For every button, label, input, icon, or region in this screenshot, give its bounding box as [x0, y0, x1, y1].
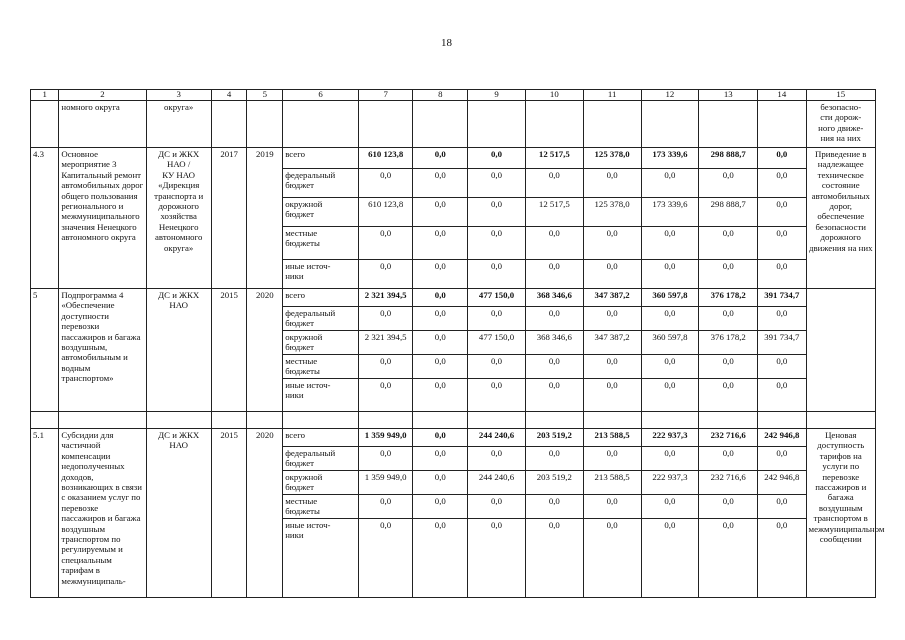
- amount-cell: 0,0: [525, 227, 583, 260]
- cont-empty: [468, 101, 526, 148]
- spacer-cell: [211, 412, 247, 429]
- amount-cell: 0,0: [468, 355, 526, 379]
- amount-cell: 0,0: [525, 260, 583, 289]
- funding-source: федеральный бюджет: [283, 447, 359, 471]
- amount-cell: 0,0: [413, 429, 468, 447]
- amount-cell: 0,0: [413, 331, 468, 355]
- end-year: 2019: [247, 148, 283, 289]
- funding-source: иные источ- ники: [283, 260, 359, 289]
- spacer-cell: [583, 412, 641, 429]
- amount-cell: 391 734,7: [758, 331, 806, 355]
- amount-cell: 0,0: [413, 198, 468, 227]
- spacer-cell: [758, 412, 806, 429]
- amount-cell: 0,0: [525, 379, 583, 412]
- amount-cell: 0,0: [358, 379, 413, 412]
- amount-cell: 0,0: [413, 169, 468, 198]
- amount-cell: 0,0: [413, 289, 468, 307]
- amount-cell: 0,0: [525, 169, 583, 198]
- amount-cell: 2 321 394,5: [358, 331, 413, 355]
- amount-cell: 0,0: [468, 447, 526, 471]
- amount-cell: 0,0: [468, 148, 526, 169]
- funding-source: федеральный бюджет: [283, 169, 359, 198]
- column-number-8: 8: [413, 90, 468, 101]
- amount-cell: 0,0: [758, 169, 806, 198]
- cont-empty: [758, 101, 806, 148]
- funding-source: всего: [283, 429, 359, 447]
- item-name: Основное мероприятие 3 Капитальный ремонт автомобильных дорог общего пользования регионального и межмуниципального значения Ненецкого автономного округа: [59, 148, 146, 289]
- spacer-cell: [358, 412, 413, 429]
- responsible-executor: ДС и ЖКХ НАО: [146, 429, 211, 598]
- cont-empty: [583, 101, 641, 148]
- column-number-5: 5: [247, 90, 283, 101]
- amount-cell: 244 240,6: [468, 429, 526, 447]
- amount-cell: 203 519,2: [525, 471, 583, 495]
- amount-cell: 0,0: [468, 495, 526, 519]
- amount-cell: 0,0: [699, 495, 758, 519]
- amount-cell: 376 178,2: [699, 331, 758, 355]
- amount-cell: 360 597,8: [641, 289, 699, 307]
- column-number-9: 9: [468, 90, 526, 101]
- amount-cell: 0,0: [358, 519, 413, 598]
- spacer-cell: [59, 412, 146, 429]
- cont-resp: округа»: [146, 101, 211, 148]
- amount-cell: 0,0: [413, 355, 468, 379]
- start-year: 2017: [211, 148, 247, 289]
- cont-empty: [211, 101, 247, 148]
- amount-cell: 0,0: [758, 355, 806, 379]
- funding-source: окружной бюджет: [283, 198, 359, 227]
- amount-cell: 0,0: [758, 379, 806, 412]
- amount-cell: 0,0: [413, 379, 468, 412]
- amount-cell: 0,0: [699, 260, 758, 289]
- column-number-7: 7: [358, 90, 413, 101]
- cont-empty: [358, 101, 413, 148]
- page-number: 18: [441, 37, 452, 49]
- amount-cell: 0,0: [468, 198, 526, 227]
- item-name: Субсидии для частичной компенсации недополученных доходов, возникающих в связи с оказанием услуг по перевозке пассажиров и багажа воздушным транспортом по регулируемым и специальным тарифам в межмуниципаль-: [59, 429, 146, 598]
- amount-cell: 0,0: [358, 307, 413, 331]
- cont-empty: [699, 101, 758, 148]
- continuation-row: [31, 101, 876, 148]
- budget-row: [31, 429, 876, 447]
- amount-cell: 0,0: [758, 495, 806, 519]
- header-row: [31, 90, 876, 101]
- amount-cell: 0,0: [583, 169, 641, 198]
- amount-cell: 0,0: [358, 495, 413, 519]
- spacer-cell: [413, 412, 468, 429]
- amount-cell: 610 123,8: [358, 198, 413, 227]
- amount-cell: 0,0: [413, 227, 468, 260]
- column-number-2: 2: [59, 90, 146, 101]
- budget-row: [31, 148, 876, 169]
- amount-cell: 0,0: [699, 355, 758, 379]
- amount-cell: 232 716,6: [699, 471, 758, 495]
- amount-cell: 0,0: [699, 169, 758, 198]
- column-number-15: 15: [806, 90, 876, 101]
- funding-source: всего: [283, 289, 359, 307]
- amount-cell: 0,0: [699, 379, 758, 412]
- amount-cell: 0,0: [583, 379, 641, 412]
- column-number-11: 11: [583, 90, 641, 101]
- amount-cell: 0,0: [758, 227, 806, 260]
- amount-cell: 477 150,0: [468, 331, 526, 355]
- amount-cell: 0,0: [699, 227, 758, 260]
- column-number-14: 14: [758, 90, 806, 101]
- expected-result: [806, 289, 876, 412]
- amount-cell: 242 946,8: [758, 429, 806, 447]
- amount-cell: 0,0: [525, 495, 583, 519]
- cont-empty: [413, 101, 468, 148]
- amount-cell: 244 240,6: [468, 471, 526, 495]
- amount-cell: 360 597,8: [641, 331, 699, 355]
- amount-cell: 0,0: [641, 447, 699, 471]
- amount-cell: 0,0: [583, 355, 641, 379]
- amount-cell: 0,0: [358, 227, 413, 260]
- funding-source: местные бюджеты: [283, 355, 359, 379]
- funding-source: всего: [283, 148, 359, 169]
- amount-cell: 0,0: [525, 307, 583, 331]
- column-number-10: 10: [525, 90, 583, 101]
- amount-cell: 0,0: [525, 447, 583, 471]
- item-number: 4.3: [31, 148, 59, 289]
- amount-cell: 0,0: [468, 379, 526, 412]
- column-number-13: 13: [699, 90, 758, 101]
- spacer-cell: [283, 412, 359, 429]
- amount-cell: 0,0: [699, 519, 758, 598]
- amount-cell: 203 519,2: [525, 429, 583, 447]
- amount-cell: 1 359 949,0: [358, 429, 413, 447]
- amount-cell: 0,0: [413, 307, 468, 331]
- cont-name: номного округа: [59, 101, 146, 148]
- funding-source: окружной бюджет: [283, 471, 359, 495]
- spacer-cell: [699, 412, 758, 429]
- amount-cell: 213 588,5: [583, 471, 641, 495]
- funding-source: иные источ- ники: [283, 519, 359, 598]
- amount-cell: 12 517,5: [525, 148, 583, 169]
- amount-cell: 0,0: [641, 260, 699, 289]
- item-number: 5.1: [31, 429, 59, 598]
- cont-empty: [525, 101, 583, 148]
- amount-cell: 298 888,7: [699, 148, 758, 169]
- end-year: 2020: [247, 429, 283, 598]
- amount-cell: 0,0: [758, 447, 806, 471]
- amount-cell: 0,0: [413, 260, 468, 289]
- amount-cell: 0,0: [358, 355, 413, 379]
- spacer-cell: [146, 412, 211, 429]
- column-number-12: 12: [641, 90, 699, 101]
- responsible-executor: ДС и ЖКХ НАО: [146, 289, 211, 412]
- amount-cell: 0,0: [641, 169, 699, 198]
- amount-cell: 368 346,6: [525, 331, 583, 355]
- spacer-cell: [806, 412, 876, 429]
- funding-source: местные бюджеты: [283, 227, 359, 260]
- amount-cell: 0,0: [413, 471, 468, 495]
- responsible-executor: ДС и ЖКХ НАО / КУ НАО «Дирекция транспорта и дорожного хозяйства Ненецкого автономного округа»: [146, 148, 211, 289]
- amount-cell: 0,0: [468, 260, 526, 289]
- amount-cell: 298 888,7: [699, 198, 758, 227]
- spacer-cell: [525, 412, 583, 429]
- amount-cell: 0,0: [468, 169, 526, 198]
- amount-cell: 173 339,6: [641, 198, 699, 227]
- amount-cell: 0,0: [758, 260, 806, 289]
- amount-cell: 0,0: [758, 307, 806, 331]
- amount-cell: 0,0: [583, 495, 641, 519]
- cont-empty: [641, 101, 699, 148]
- spacer-cell: [468, 412, 526, 429]
- amount-cell: 0,0: [641, 307, 699, 331]
- cont-result: безопасно- сти дорож- ного движе- ния на них: [806, 101, 876, 148]
- amount-cell: 0,0: [583, 519, 641, 598]
- spacer-cell: [641, 412, 699, 429]
- amount-cell: 0,0: [358, 169, 413, 198]
- amount-cell: 0,0: [583, 260, 641, 289]
- amount-cell: 0,0: [468, 227, 526, 260]
- column-number-3: 3: [146, 90, 211, 101]
- amount-cell: 477 150,0: [468, 289, 526, 307]
- funding-source: окружной бюджет: [283, 331, 359, 355]
- amount-cell: 12 517,5: [525, 198, 583, 227]
- amount-cell: 0,0: [525, 355, 583, 379]
- amount-cell: 0,0: [358, 260, 413, 289]
- spacer-cell: [247, 412, 283, 429]
- amount-cell: 2 321 394,5: [358, 289, 413, 307]
- amount-cell: 125 378,0: [583, 198, 641, 227]
- amount-cell: 0,0: [413, 148, 468, 169]
- amount-cell: 173 339,6: [641, 148, 699, 169]
- funding-source: местные бюджеты: [283, 495, 359, 519]
- amount-cell: 222 937,3: [641, 429, 699, 447]
- amount-cell: 0,0: [468, 307, 526, 331]
- amount-cell: 0,0: [413, 447, 468, 471]
- column-number-4: 4: [211, 90, 247, 101]
- cont-num: [31, 101, 59, 148]
- start-year: 2015: [211, 289, 247, 412]
- amount-cell: 0,0: [758, 148, 806, 169]
- funding-source: иные источ- ники: [283, 379, 359, 412]
- amount-cell: 213 588,5: [583, 429, 641, 447]
- amount-cell: 0,0: [468, 519, 526, 598]
- budget-table: [30, 89, 885, 598]
- item-number: 5: [31, 289, 59, 412]
- amount-cell: 391 734,7: [758, 289, 806, 307]
- amount-cell: 368 346,6: [525, 289, 583, 307]
- funding-source: федеральный бюджет: [283, 307, 359, 331]
- amount-cell: 0,0: [641, 495, 699, 519]
- amount-cell: 0,0: [641, 379, 699, 412]
- expected-result: Приведение в надлежащее техническое состояние автомобильных дорог, обеспечение безопасности дорожного движения на них: [806, 148, 876, 289]
- budget-row: [31, 289, 876, 307]
- amount-cell: 347 387,2: [583, 331, 641, 355]
- column-number-6: 6: [283, 90, 359, 101]
- amount-cell: 242 946,8: [758, 471, 806, 495]
- amount-cell: 0,0: [699, 447, 758, 471]
- amount-cell: 222 937,3: [641, 471, 699, 495]
- amount-cell: 0,0: [641, 355, 699, 379]
- amount-cell: 0,0: [699, 307, 758, 331]
- amount-cell: 0,0: [413, 519, 468, 598]
- amount-cell: 610 123,8: [358, 148, 413, 169]
- start-year: 2015: [211, 429, 247, 598]
- expected-result: Ценовая доступность тарифов на услуги по перевозке пассажиров и багажа воздушным транспортом в межмуниципальном сообщении: [806, 429, 876, 598]
- item-name: Подпрограмма 4 «Обеспечение доступности перевозки пассажиров и багажа воздушным, автомобильным и водным транспортом»: [59, 289, 146, 412]
- amount-cell: 0,0: [641, 519, 699, 598]
- amount-cell: 0,0: [641, 227, 699, 260]
- amount-cell: 0,0: [583, 307, 641, 331]
- amount-cell: 0,0: [413, 495, 468, 519]
- amount-cell: 347 387,2: [583, 289, 641, 307]
- column-number-1: 1: [31, 90, 59, 101]
- amount-cell: 0,0: [525, 519, 583, 598]
- spacer-row: [31, 412, 876, 429]
- amount-cell: 0,0: [583, 447, 641, 471]
- amount-cell: 0,0: [358, 447, 413, 471]
- end-year: 2020: [247, 289, 283, 412]
- amount-cell: 125 378,0: [583, 148, 641, 169]
- amount-cell: 1 359 949,0: [358, 471, 413, 495]
- cont-empty: [247, 101, 283, 148]
- amount-cell: 0,0: [758, 519, 806, 598]
- spacer-cell: [31, 412, 59, 429]
- amount-cell: 376 178,2: [699, 289, 758, 307]
- cont-empty: [283, 101, 359, 148]
- amount-cell: 232 716,6: [699, 429, 758, 447]
- amount-cell: 0,0: [758, 198, 806, 227]
- amount-cell: 0,0: [583, 227, 641, 260]
